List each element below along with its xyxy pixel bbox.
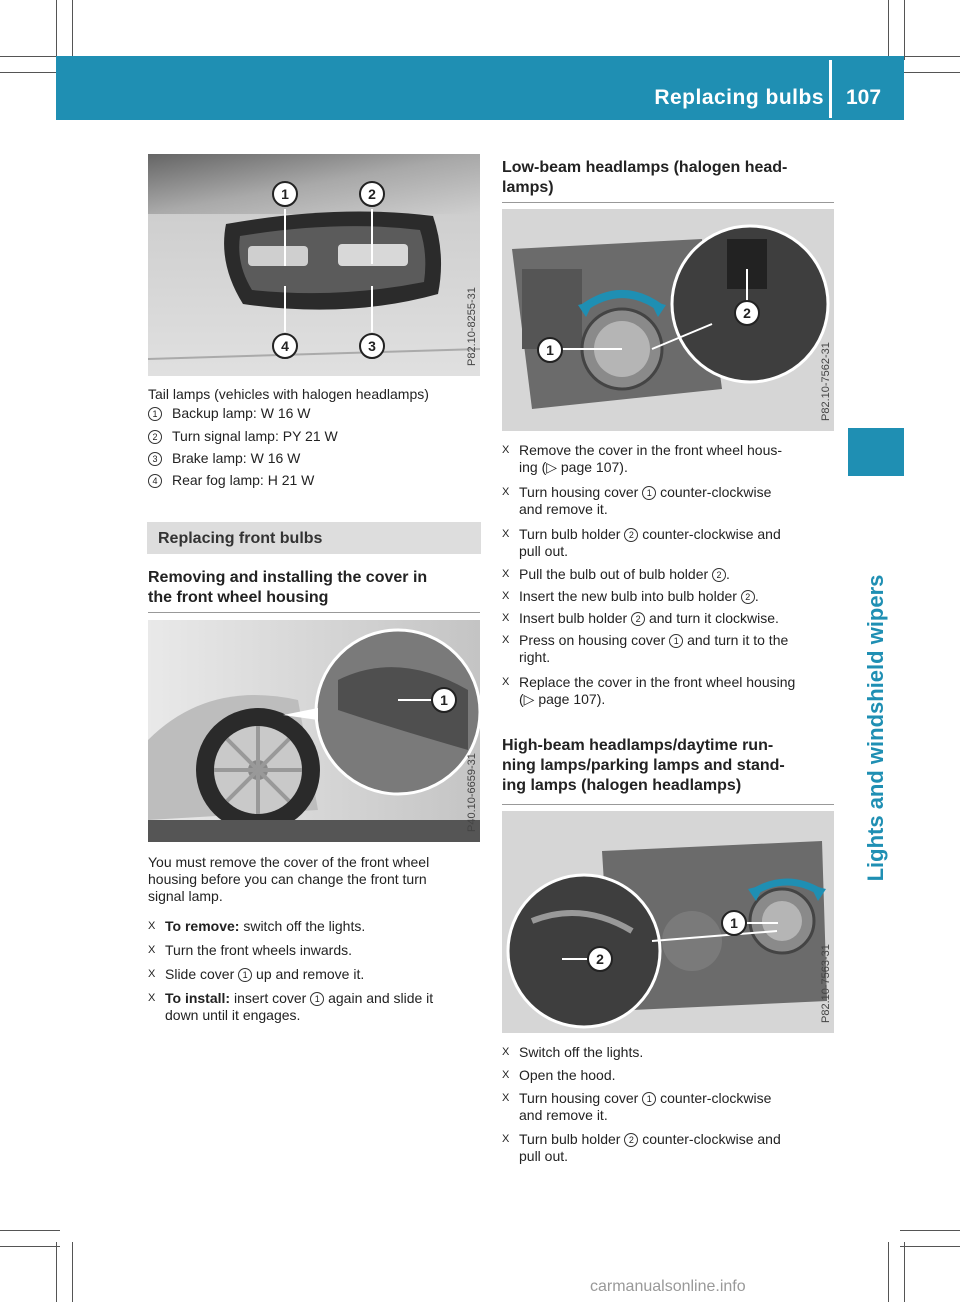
subsection-heading: High-beam headlamps/daytime run- ning lamps/parking lamps and stand- ing lamps (halogen headlamps) — [502, 737, 785, 794]
crop-mark — [904, 0, 905, 60]
callout-number: 1 — [238, 968, 252, 982]
callout-number: 2 — [624, 528, 638, 542]
instruction-step: X Turn housing cover 1 counter-clockwise and remove it. — [502, 1090, 772, 1123]
callout-number: 1 — [148, 407, 162, 421]
figure-caption: Tail lamps (vehicles with halogen headlamps) — [148, 386, 429, 402]
step-arrow-icon: X — [148, 968, 156, 980]
crop-mark — [900, 56, 960, 57]
callout-number: 1 — [310, 992, 324, 1006]
callout-number: 4 — [148, 474, 162, 488]
callout-1 — [273, 182, 297, 206]
step-arrow-icon: X — [502, 1069, 510, 1081]
crop-mark — [56, 0, 57, 60]
callout-1 — [722, 911, 746, 935]
side-section-label: Lights and windshield wipers — [863, 574, 888, 882]
callout-number: 2 — [624, 1133, 638, 1147]
crop-mark — [900, 1230, 960, 1231]
low-beam-illustration — [502, 209, 834, 431]
instruction-step: X To install: insert cover 1 again and slide it down until it engages. — [148, 990, 434, 1023]
instruction-step: X Turn the front wheels inwards. — [148, 942, 353, 958]
subsection-heading: Low-beam headlamps (halogen head- lamps) — [502, 159, 788, 196]
instruction-step: X Turn housing cover 1 counter-clockwise and remove it. — [502, 484, 772, 517]
caption-text: Backup lamp: W 16 W — [172, 405, 311, 421]
callout-number: 2 — [741, 590, 755, 604]
instruction-step: X Remove the cover in the front wheel hous- ing (▷ page 107). — [502, 442, 783, 475]
callout-3 — [360, 334, 384, 358]
callout-number: 2 — [148, 430, 162, 444]
crop-mark — [900, 1246, 960, 1247]
watermark: carmanualsonline.info — [590, 1278, 746, 1295]
svg-text:1: 1 — [730, 915, 738, 931]
high-beam-illustration — [502, 811, 834, 1033]
caption-text: Brake lamp: W 16 W — [172, 450, 301, 466]
side-tab — [848, 428, 904, 476]
step-arrow-icon: X — [502, 590, 510, 602]
step-arrow-icon: X — [502, 612, 510, 624]
crop-mark — [0, 1230, 60, 1231]
svg-text:4: 4 — [281, 338, 289, 354]
caption-item — [148, 428, 338, 445]
step-arrow-icon: X — [502, 486, 510, 498]
header-separator — [829, 60, 832, 118]
callout-1 — [538, 338, 562, 362]
instruction-step: X Insert bulb holder 2 and turn it clockwise. — [502, 610, 779, 626]
callout-number: 2 — [712, 568, 726, 582]
figure-tail-lamps — [148, 154, 480, 376]
crop-mark — [0, 1246, 60, 1247]
caption-text: Turn signal lamp: PY 21 W — [172, 428, 338, 444]
figure-code: P82.10-8255-31 — [466, 287, 478, 366]
figure-code: P82.10-7563-31 — [820, 944, 832, 1023]
step-arrow-icon: X — [148, 944, 156, 956]
page-number: 107 — [846, 86, 882, 109]
step-arrow-icon: X — [502, 568, 510, 580]
instruction-step: X Insert the new bulb into bulb holder 2 . — [502, 588, 759, 604]
step-arrow-icon: X — [502, 1092, 510, 1104]
tail-lamp-illustration — [148, 154, 480, 376]
intro-paragraph: You must remove the cover of the front wheel housing before you can change the front turn signal lamp. — [148, 854, 430, 904]
step-arrow-icon: X — [502, 1133, 510, 1145]
callout-2 — [360, 182, 384, 206]
crop-mark — [72, 0, 73, 60]
crop-mark — [904, 1242, 905, 1302]
callout-number: 1 — [642, 1092, 656, 1106]
crop-mark — [888, 1242, 889, 1302]
wheel-housing-illustration — [148, 620, 480, 842]
step-arrow-icon: X — [502, 676, 510, 688]
heading-rule — [148, 612, 480, 613]
caption-item — [148, 450, 300, 467]
subsection-heading: Removing and installing the cover in the front wheel housing — [148, 569, 428, 606]
instruction-step: X Slide cover 1 up and remove it. — [148, 966, 365, 982]
section-title: Replacing front bulbs — [158, 530, 323, 547]
step-arrow-icon: X — [502, 444, 510, 456]
caption-item — [148, 472, 314, 489]
callout-2 — [588, 947, 612, 971]
instruction-step: X Switch off the lights. — [502, 1044, 644, 1060]
callout-number: 1 — [669, 634, 683, 648]
instruction-step: X To remove: switch off the lights. — [148, 918, 366, 934]
header-title: Replacing bulbs — [654, 86, 824, 109]
heading-rule — [502, 202, 834, 203]
step-arrow-icon: X — [502, 1046, 510, 1058]
caption-item — [148, 405, 311, 422]
step-arrow-icon: X — [502, 634, 510, 646]
crop-mark — [72, 1242, 73, 1302]
figure-low-beam — [502, 209, 834, 431]
instruction-step: X Press on housing cover 1 and turn it to the right. — [502, 632, 789, 665]
callout-number: 1 — [642, 486, 656, 500]
svg-text:2: 2 — [368, 186, 376, 202]
instruction-step: X Replace the cover in the front wheel housing (▷ page 107). — [502, 674, 796, 707]
instruction-step: X Pull the bulb out of bulb holder 2 . — [502, 566, 730, 582]
caption-text: Rear fog lamp: H 21 W — [172, 472, 315, 488]
crop-mark — [0, 72, 60, 73]
callout-2 — [735, 301, 759, 325]
callout-4 — [273, 334, 297, 358]
callout-1 — [432, 688, 456, 712]
svg-text:1: 1 — [440, 692, 448, 708]
svg-text:3: 3 — [368, 338, 376, 354]
svg-text:2: 2 — [743, 305, 751, 321]
callout-number: 2 — [631, 612, 645, 626]
instruction-step: X Turn bulb holder 2 counter-clockwise and pull out. — [502, 1131, 781, 1164]
step-arrow-icon: X — [502, 528, 510, 540]
crop-mark — [0, 56, 60, 57]
instruction-step: X Turn bulb holder 2 counter-clockwise and pull out. — [502, 526, 781, 559]
crop-mark — [900, 72, 960, 73]
svg-text:2: 2 — [596, 951, 604, 967]
crop-mark — [56, 1242, 57, 1302]
crop-mark — [888, 0, 889, 60]
figure-code: P82.10-7562-31 — [820, 342, 832, 421]
svg-text:1: 1 — [546, 342, 554, 358]
step-arrow-icon: X — [148, 920, 156, 932]
instruction-step: X Open the hood. — [502, 1067, 616, 1083]
figure-high-beam — [502, 811, 834, 1033]
svg-text:1: 1 — [281, 186, 289, 202]
figure-code: P40.10-6659-31 — [466, 753, 478, 832]
step-arrow-icon: X — [148, 992, 156, 1004]
heading-rule — [502, 804, 834, 805]
figure-wheel-housing — [148, 620, 480, 842]
callout-number: 3 — [148, 452, 162, 466]
